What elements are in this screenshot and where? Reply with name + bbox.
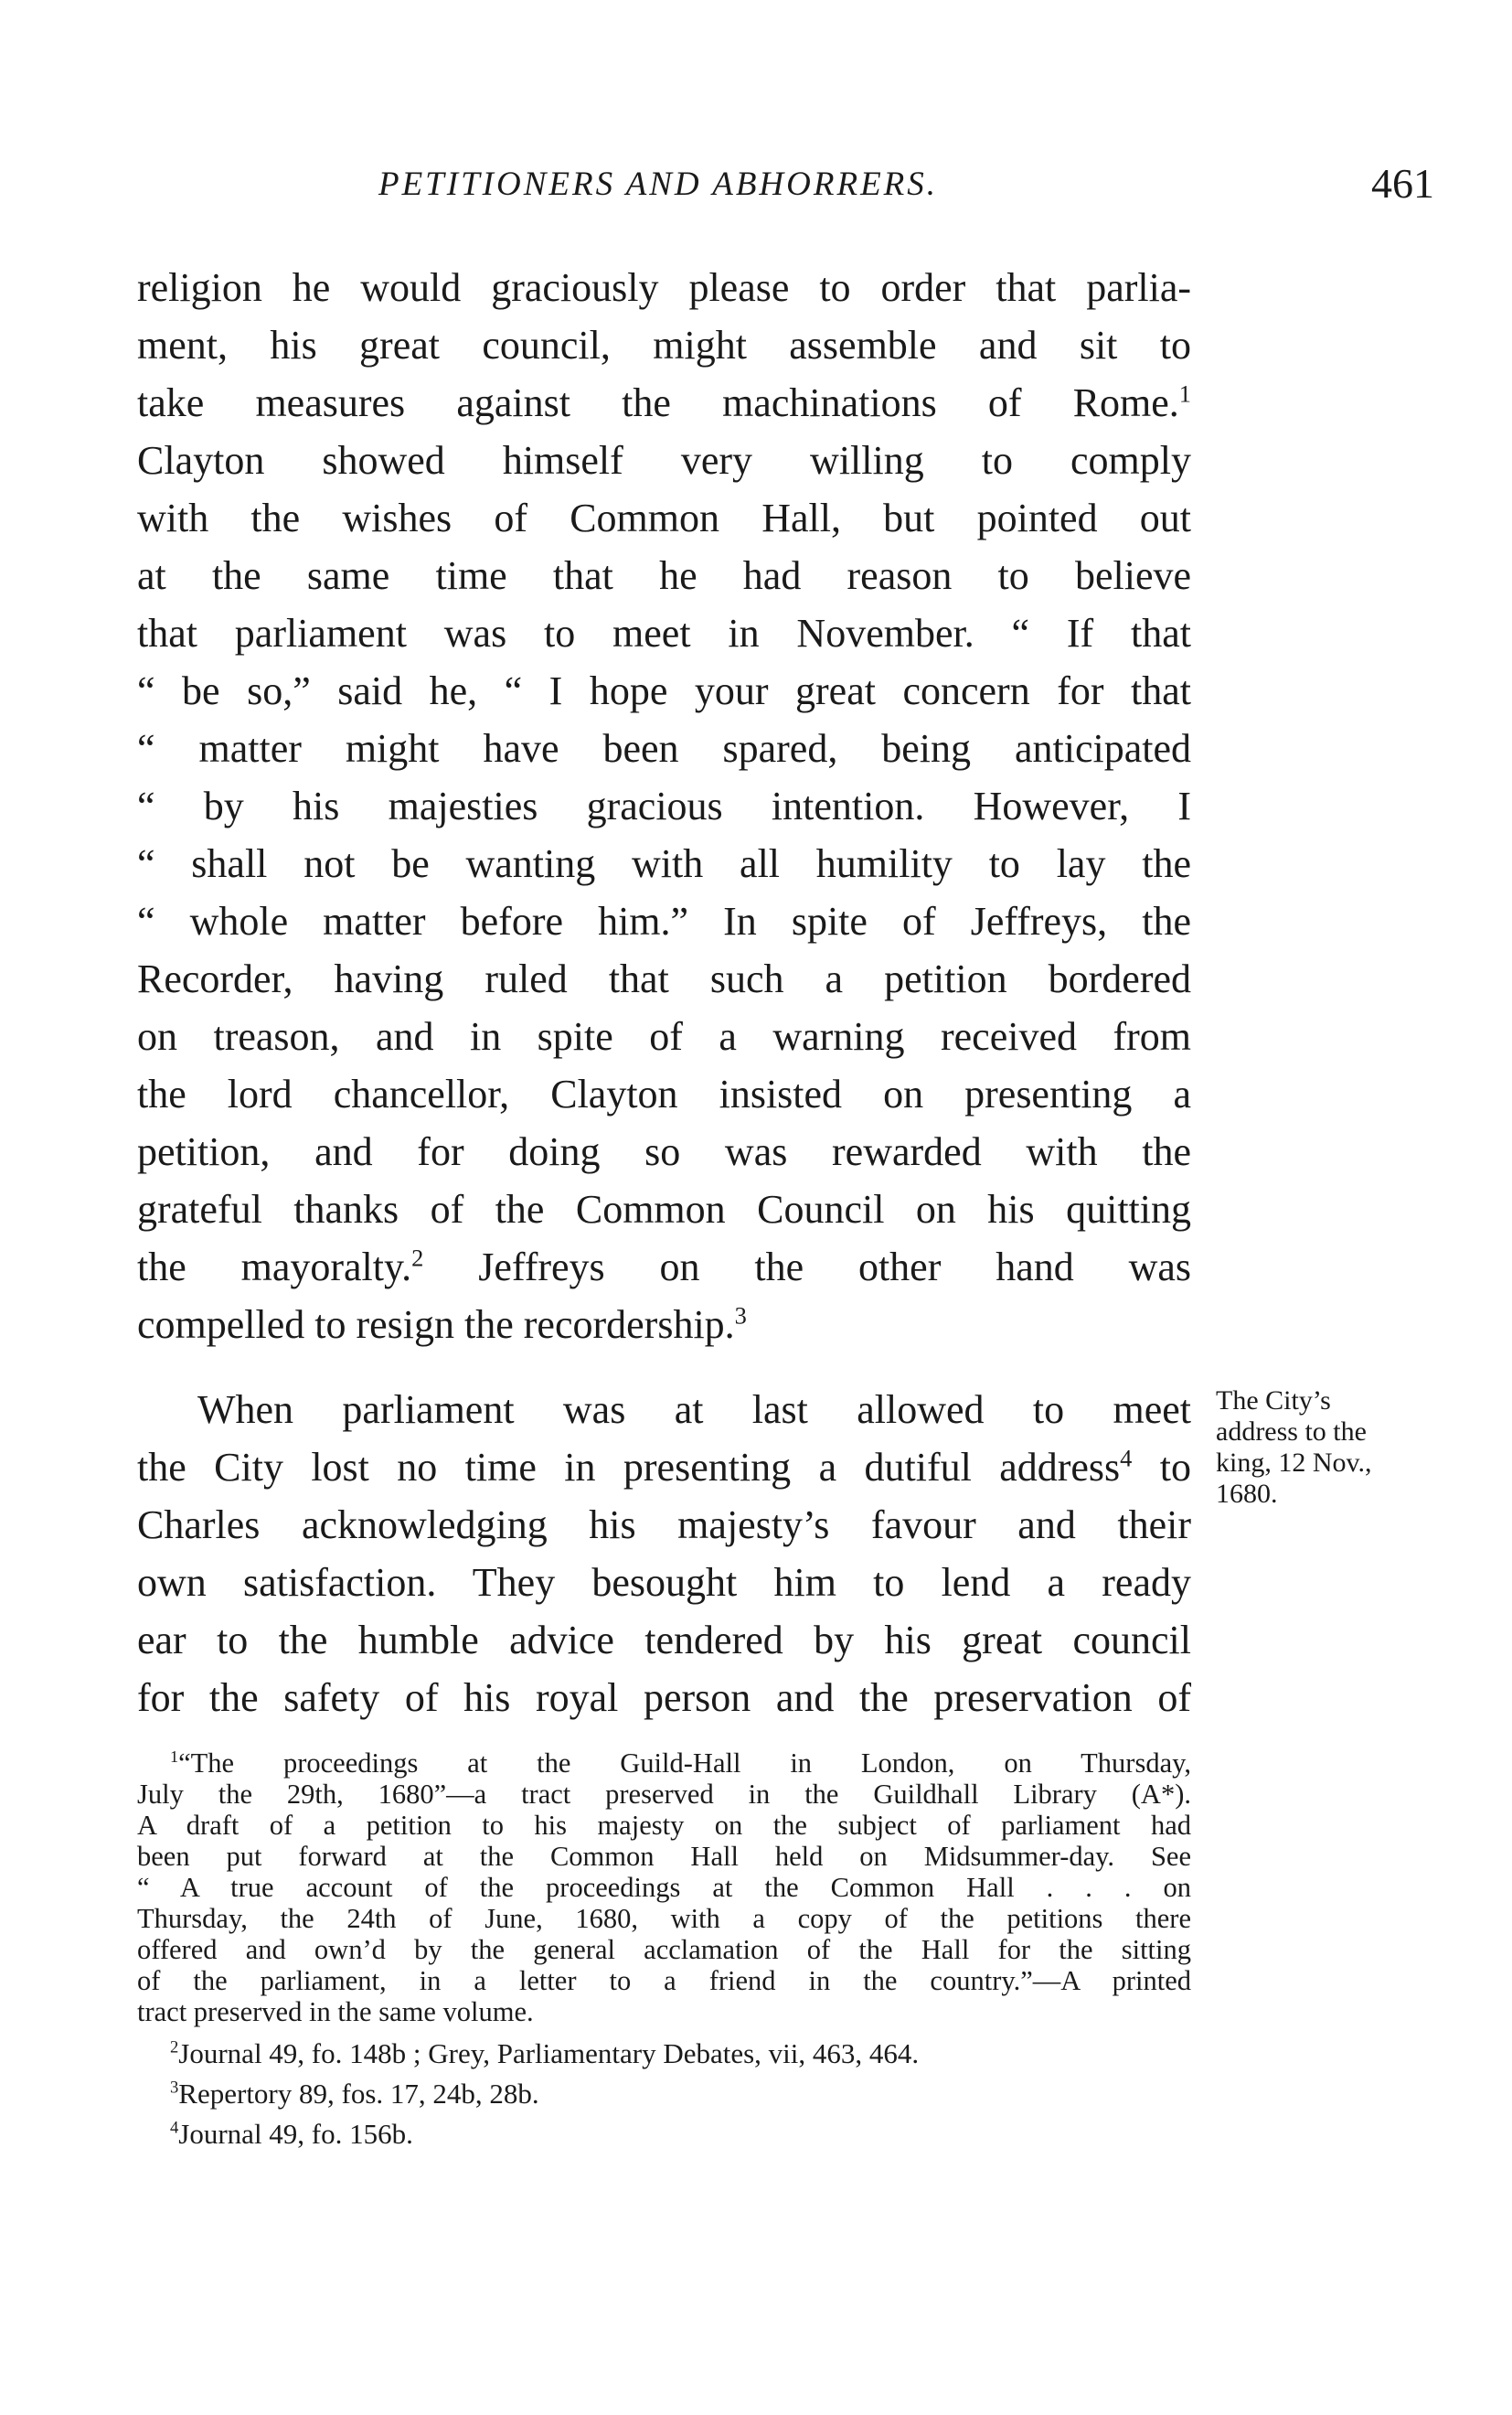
- footnote-line: offered and own’d by the general acclamation of the Hall for the sitting: [137, 1934, 1191, 1965]
- footnote-line: tract preserved in the same volume.: [137, 1996, 534, 2027]
- text-line: Recorder, having ruled that such a petition bordered: [137, 956, 1191, 1001]
- text-line: Clayton showed himself very willing to comply: [137, 438, 1191, 483]
- footnote-ref: 2: [411, 1244, 424, 1272]
- text-line: When parliament was at last allowed to meet: [197, 1387, 1191, 1432]
- text-line: for the safety of his royal person and the preservation of: [137, 1675, 1191, 1720]
- footnote-marker: 1: [170, 1747, 179, 1766]
- margin-note-line: 1680.: [1216, 1479, 1278, 1509]
- margin-note: [1216, 1385, 1463, 1510]
- text-line: at the same time that he had reason to believe: [137, 553, 1191, 598]
- text-line: grateful thanks of the Common Council on his quitting: [137, 1187, 1191, 1232]
- footnote-line: A draft of a petition to his majesty on the subject of parliament had: [137, 1810, 1191, 1841]
- margin-note-line: The City’s: [1216, 1385, 1331, 1416]
- text-line: “ by his majesties gracious intention. However, I: [137, 784, 1191, 828]
- footnote-marker: 4: [170, 2118, 179, 2138]
- footnote-line: July the 29th, 1680”—a tract preserved in the Guildhall Library (A*).: [137, 1779, 1191, 1810]
- text-line: “ whole matter before him.” In spite of Jeffreys, the: [137, 899, 1191, 944]
- footnote-ref: 3: [734, 1301, 747, 1330]
- footnote-4: $^4$Journal 49, fo. 156b.: [170, 2118, 413, 2150]
- text-line: that parliament was to meet in November. “ If that: [137, 611, 1191, 656]
- text-line: the lord chancellor, Clayton insisted on presenting a: [137, 1072, 1191, 1117]
- text-line: ment, his great council, might assemble and sit to: [137, 323, 1191, 368]
- footnote-line: of the parliament, in a letter to a friend in the country.”—A printed: [137, 1965, 1191, 1996]
- footnote-3: $^3$Repertory 89, fos. 17, 24b, 28b.: [170, 2078, 539, 2110]
- text-line: religion he would graciously please to order that parlia-: [137, 265, 1191, 310]
- text-line: take measures against the machinations of Rome.$^1$: [137, 379, 1191, 425]
- text-line: on treason, and in spite of a warning received from: [137, 1014, 1191, 1059]
- footnote-ref: 1: [1178, 379, 1191, 408]
- text-line: ear to the humble advice tendered by his great council: [137, 1618, 1191, 1662]
- text-line: the City lost no time in presenting a dutiful address$^4$ to: [137, 1444, 1191, 1490]
- footnote-line: been put forward at the Common Hall held on Midsummer-day. See: [137, 1841, 1191, 1872]
- text-line: petition, and for doing so was rewarded with the: [137, 1129, 1191, 1174]
- footnote-marker: 3: [170, 2078, 179, 2098]
- footnote-line: “ A true account of the proceedings at the Common Hall . . . on: [137, 1872, 1191, 1903]
- text-line: “ be so,” said he, “ I hope your great concern for that: [137, 668, 1191, 713]
- text-line: “ shall not be wanting with all humility to lay the: [137, 841, 1191, 886]
- margin-note-line: king, 12 Nov.,: [1216, 1448, 1372, 1478]
- running-title: PETITIONERS AND ABHORRERS.: [378, 166, 939, 203]
- footnote-ref: 4: [1120, 1444, 1133, 1472]
- text-line: compelled to resign the recordership.$^3$: [137, 1301, 747, 1347]
- footnote-marker: 2: [170, 2037, 179, 2057]
- text-line: Charles acknowledging his majesty’s favour and their: [137, 1502, 1191, 1547]
- page-number: 461: [1371, 160, 1434, 207]
- margin-note-line: address to the: [1216, 1416, 1367, 1447]
- footnote-line: $^1$“The proceedings at the Guild-Hall in London, on Thursday,: [170, 1747, 1191, 1779]
- text-line: with the wishes of Common Hall, but pointed out: [137, 496, 1191, 540]
- footnote-2: $^2$Journal 49, fo. 148b ; Grey, Parliamentary Debates, vii, 463, 464.: [170, 2037, 920, 2069]
- footnote-line: Thursday, the 24th of June, 1680, with a copy of the petitions there: [137, 1903, 1191, 1934]
- text-line: the mayoralty.$^2$ Jeffreys on the other hand was: [137, 1244, 1192, 1289]
- text-line: own satisfaction. They besought him to lend a ready: [137, 1560, 1191, 1605]
- text-line: “ matter might have been spared, being anticipated: [137, 726, 1191, 771]
